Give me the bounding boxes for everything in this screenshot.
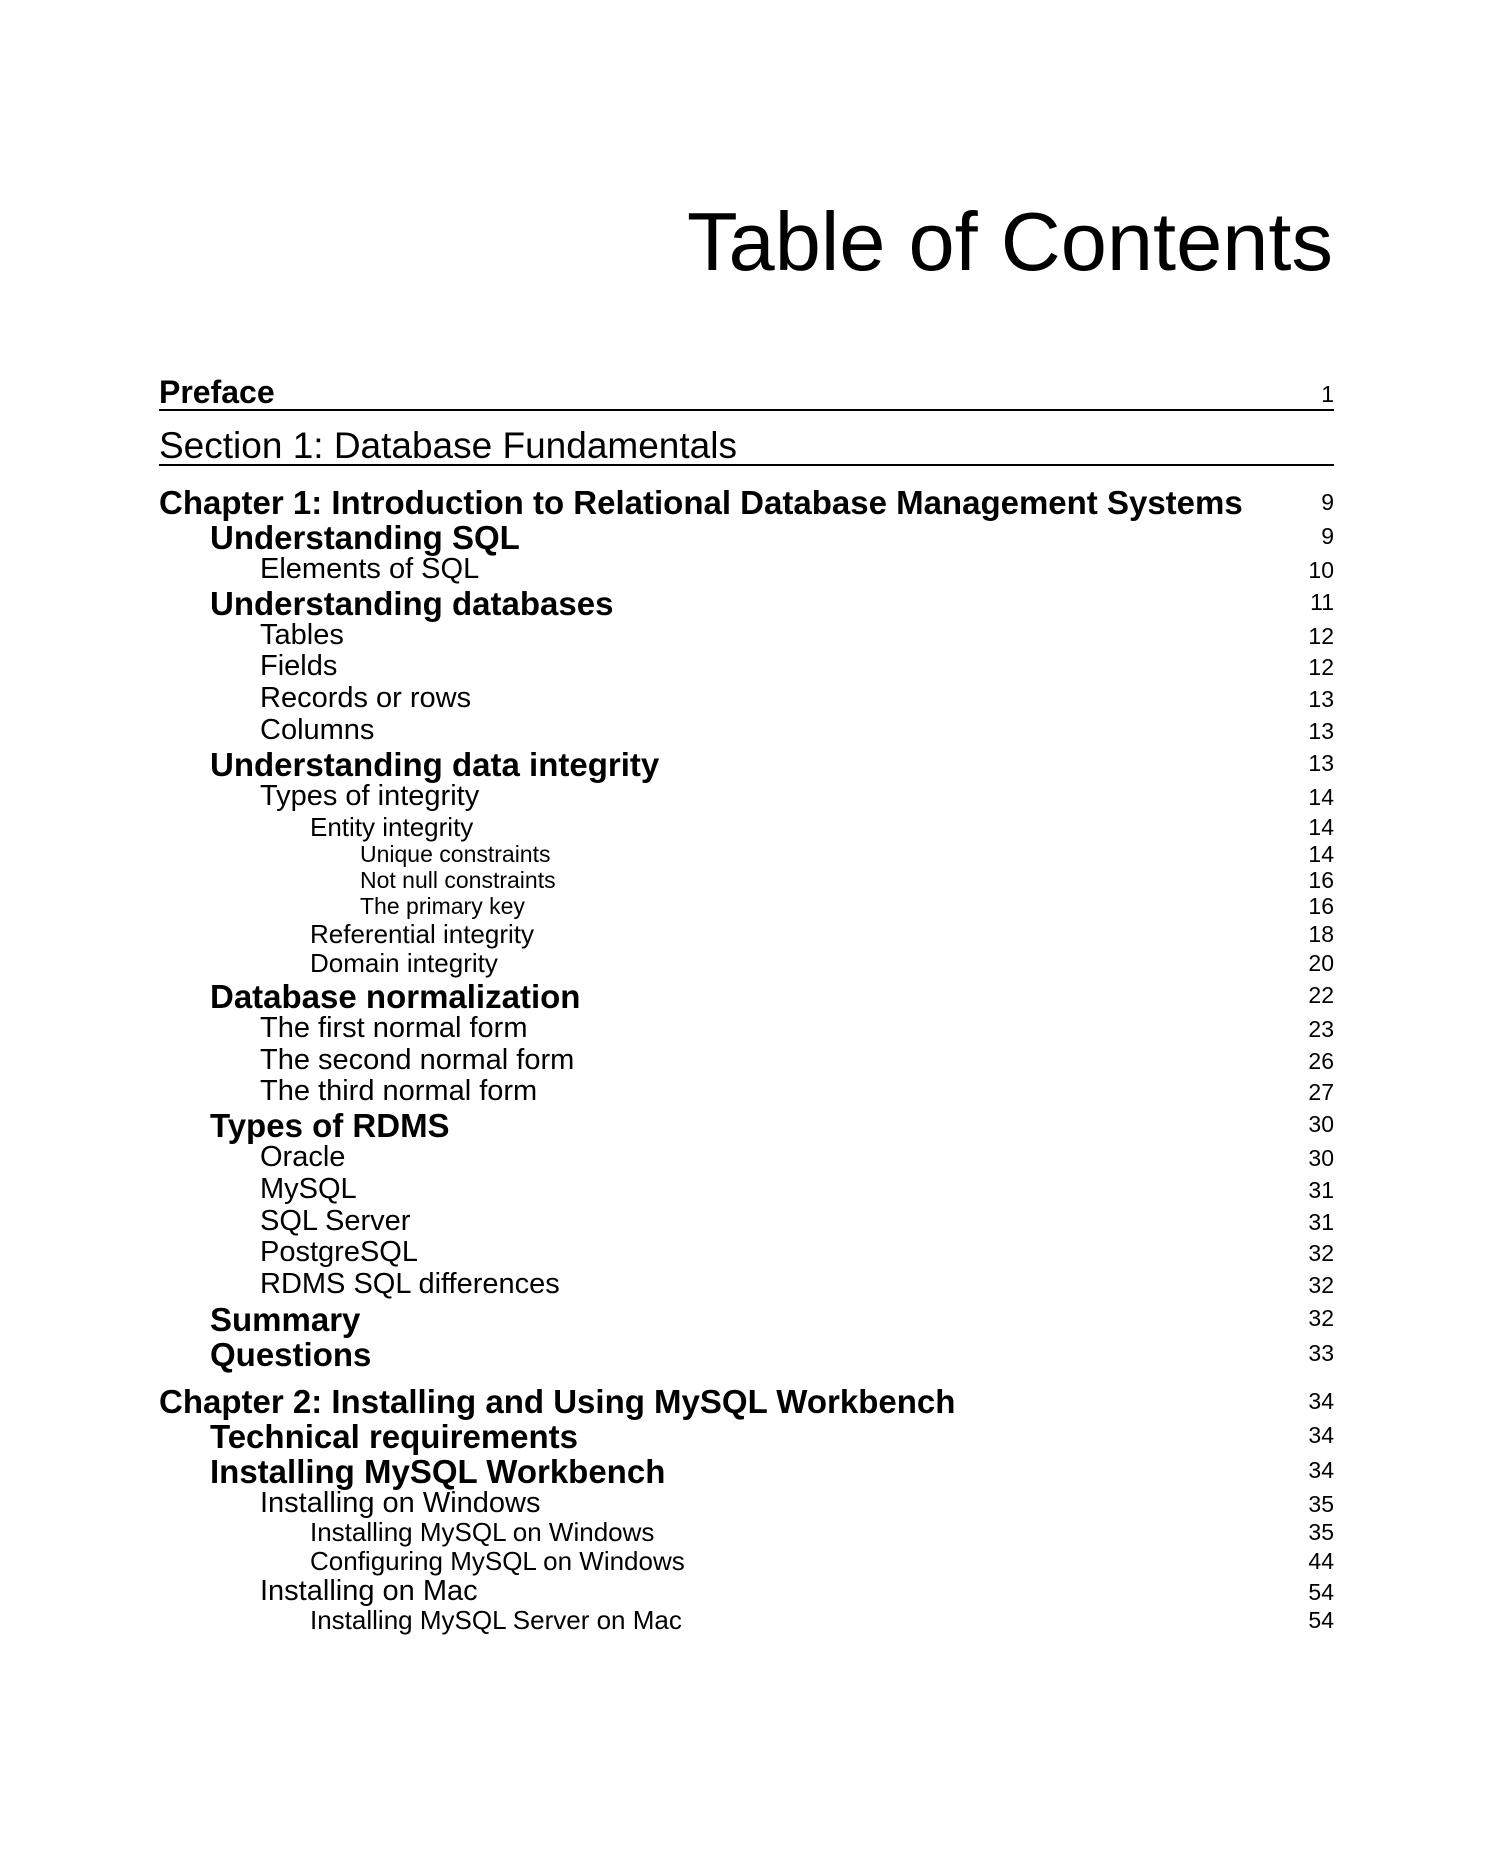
toc-entry-label: Summary [210,1301,361,1338]
toc-entry-label: Records or rows [260,682,472,714]
toc-entry-label: Not null constraints [360,867,556,893]
toc-entry-page: 26 [1308,1048,1334,1074]
toc-entry-label: RDMS SQL differences [260,1268,560,1300]
toc-entry-page: 34 [1308,1422,1334,1448]
toc-entry-page: 14 [1308,784,1334,810]
toc-entry-page: 9 [1321,523,1334,549]
toc-entry-label: PostgreSQL [260,1236,418,1268]
toc-entry-label: Installing MySQL Workbench [210,1453,666,1490]
toc-section-heading [159,427,1334,467]
toc-entry[interactable] [159,1238,1334,1272]
toc-entry-page: 22 [1308,982,1334,1008]
toc-entry-label: Entity integrity [310,812,474,842]
toc-entry-page: 33 [1308,1340,1334,1366]
toc-entry-label: Understanding data integrity [210,746,660,783]
toc-entry-page: 30 [1308,1111,1334,1137]
toc-entry-label: Columns [260,714,375,746]
toc-entry-label: Installing on Mac [260,1575,478,1607]
toc-entry-page: 16 [1308,893,1334,919]
toc-entry[interactable] [159,652,1334,686]
toc-entry-label: Database normalization [210,978,581,1015]
section-label: Section 1: Database Fundamentals [159,425,737,466]
toc-entry-page: 44 [1308,1548,1334,1574]
toc-entry-label: Fields [260,650,338,682]
toc-entry-label: Elements of SQL [260,553,480,585]
section-divider [159,464,1334,466]
toc-entry-page: 9 [1321,489,1334,515]
toc-entry[interactable] [159,748,1334,782]
toc-entry-label: Installing MySQL Server on Mac [310,1605,682,1635]
toc-entry-label: Unique constraints [360,841,551,867]
toc-entry-page: 27 [1308,1079,1334,1105]
toc-entry-label: Installing MySQL on Windows [310,1517,655,1547]
toc-entry-page: 32 [1308,1272,1334,1298]
toc-entry[interactable] [159,1143,1334,1177]
toc-entry-label: Understanding databases [210,585,614,622]
toc-entry-label: Tables [260,619,344,651]
toc-entry[interactable] [159,555,1334,589]
toc-entry-page: 54 [1308,1607,1334,1633]
toc-entry[interactable] [159,1014,1334,1048]
toc-entry[interactable] [159,1270,1334,1304]
toc-entry-label: Chapter 2: Installing and Using MySQL Workbench [159,1383,956,1420]
toc-entry[interactable] [159,1455,1334,1489]
toc-entry-page: 10 [1308,557,1334,583]
toc-entry[interactable] [159,782,1334,816]
toc-entry-label: Technical requirements [210,1418,579,1455]
toc-entry-label: The second normal form [260,1044,575,1076]
toc-entry-label: Domain integrity [310,948,498,978]
toc-entry-page: 35 [1308,1519,1334,1545]
toc-entry[interactable] [159,521,1334,555]
toc-entry-label: Preface [159,374,275,410]
toc-entry[interactable] [159,1385,1334,1419]
toc-entry-label: Understanding SQL [210,519,520,556]
toc-entry[interactable] [159,1175,1334,1209]
toc-entry-label: The first normal form [260,1012,528,1044]
toc-entry-label: Types of RDMS [210,1107,450,1144]
toc-entry[interactable] [159,980,1334,1014]
toc-entry[interactable] [159,1109,1334,1143]
toc-entry-page: 34 [1308,1457,1334,1483]
toc-entry[interactable] [159,1077,1334,1111]
toc-entry-page: 12 [1308,654,1334,680]
toc-entry[interactable] [159,486,1334,520]
toc-entry-label: Chapter 1: Introduction to Relational Database Management Systems [159,484,1243,521]
toc-entry-label: Referential integrity [310,919,534,949]
toc-entry-page: 14 [1308,814,1334,840]
toc-entry-page: 1 [1321,381,1334,407]
toc-entry-page: 23 [1308,1016,1334,1042]
toc-entry-page: 34 [1308,1388,1334,1414]
toc-entry[interactable] [159,684,1334,718]
toc-entry-label: Oracle [260,1141,346,1173]
toc-entry-label: Types of integrity [260,780,480,812]
toc-entry-preface[interactable] [159,376,1334,410]
toc-entry[interactable] [159,716,1334,750]
toc-entry-label: Installing on Windows [260,1487,541,1519]
toc-entry-page: 32 [1308,1305,1334,1331]
toc-entry-page: 30 [1308,1145,1334,1171]
toc-entry[interactable] [159,1303,1334,1337]
toc-entry-label: Configuring MySQL on Windows [310,1546,685,1576]
preface-divider [159,409,1334,411]
toc-entry-label: The third normal form [260,1075,538,1107]
toc-entry[interactable] [159,587,1334,621]
toc-entry-page: 13 [1308,686,1334,712]
toc-entry-page: 13 [1308,750,1334,776]
toc-entry-page: 20 [1308,950,1334,976]
page-title: Table of Contents [687,195,1333,288]
toc-entry-page: 16 [1308,867,1334,893]
toc-entry-page: 14 [1308,841,1334,867]
toc-entry-page: 18 [1308,921,1334,947]
toc-entry[interactable] [159,1607,1334,1641]
toc-entry-page: 32 [1308,1240,1334,1266]
toc-entry-page: 12 [1308,623,1334,649]
toc-entry-page: 13 [1308,718,1334,744]
toc-entry-page: 11 [1310,589,1334,615]
toc-entry[interactable] [159,1420,1334,1454]
toc-entry-page: 31 [1308,1177,1334,1203]
toc-entry-label: Questions [210,1336,372,1373]
toc-entry[interactable] [159,1338,1334,1372]
toc-entry-page: 54 [1308,1579,1334,1605]
toc-entry-page: 31 [1308,1209,1334,1235]
toc-entry-label: The primary key [360,893,525,919]
toc-entry-page: 35 [1308,1491,1334,1517]
toc-entry-label: SQL Server [260,1205,411,1237]
toc-entry-label: MySQL [260,1173,357,1205]
